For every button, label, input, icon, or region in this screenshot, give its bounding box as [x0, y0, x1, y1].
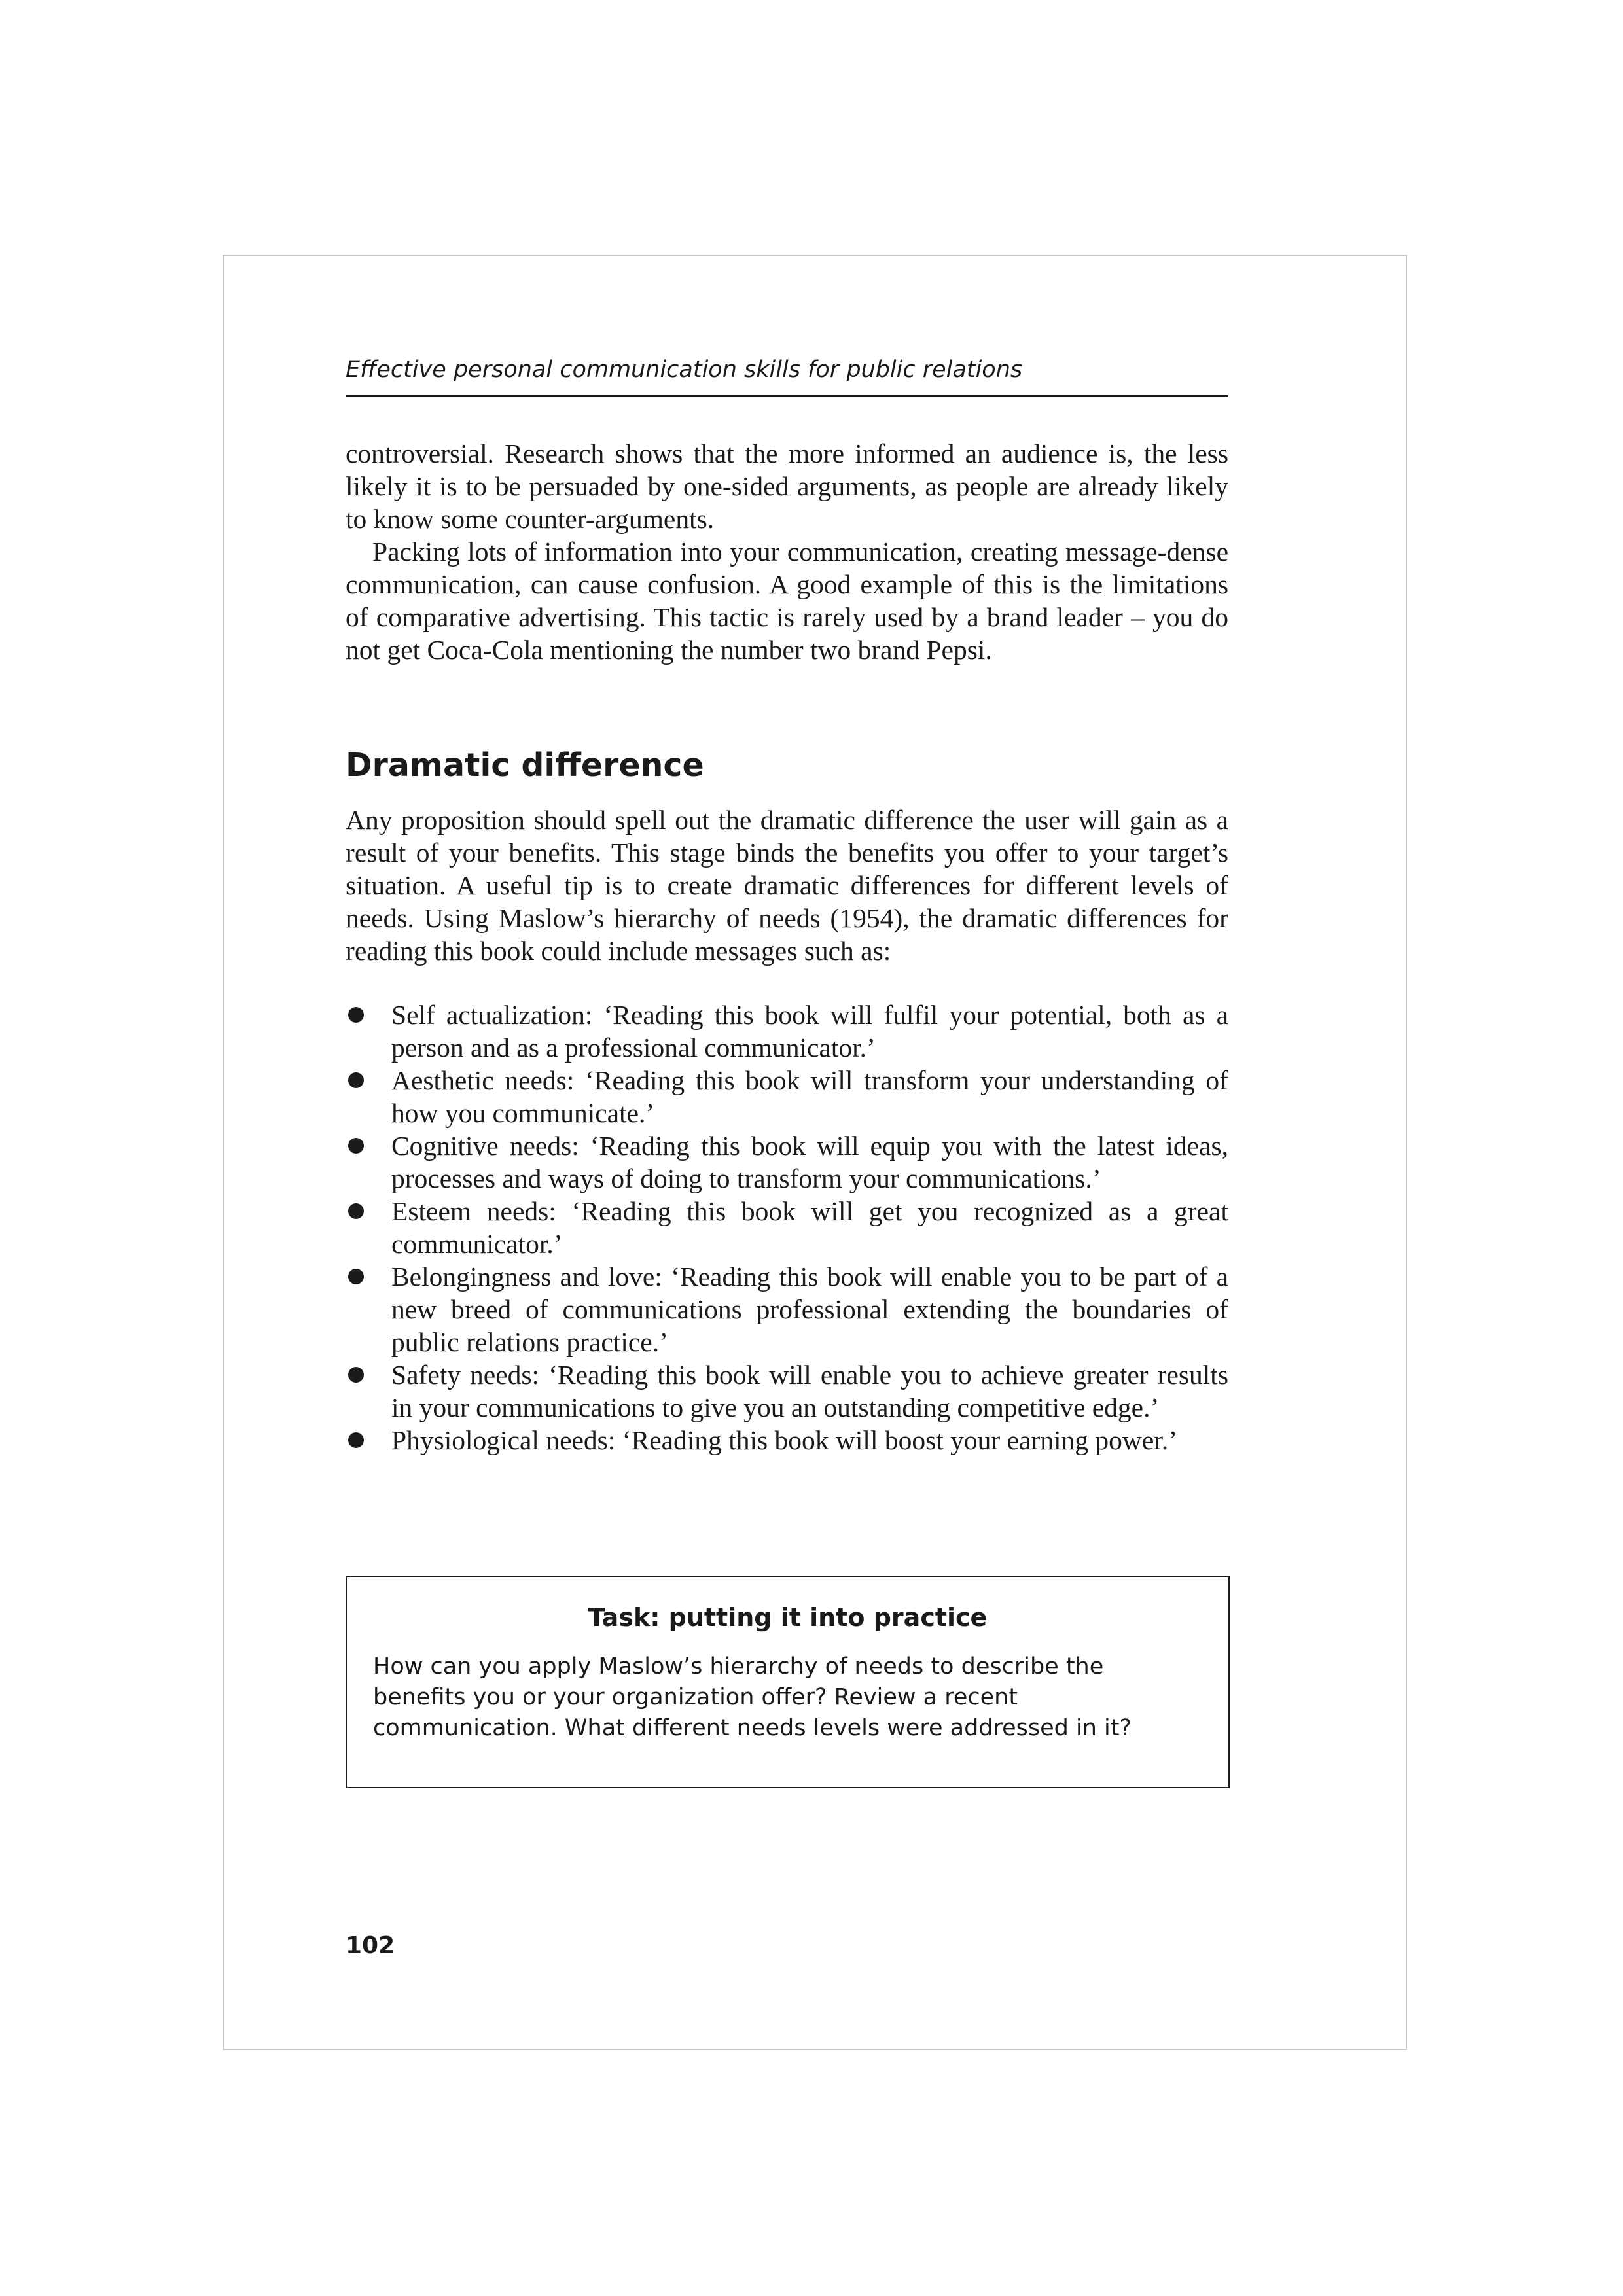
- list-item: [346, 1195, 1228, 1260]
- bullet-icon: [348, 1138, 364, 1154]
- section-intro-paragraph: Any proposition should spell out the dramatic difference the user will gain as a result of your benefits. This stage binds the benefits you offer to your target’s situation. A useful tip is to create dramatic differences for different levels of needs. Using Maslow’s hierarchy of needs (1954), the dramatic differences for reading this book could include messages such as:: [346, 805, 1228, 966]
- list-item: [346, 1129, 1228, 1195]
- list-item: [346, 1424, 1228, 1457]
- list-item-text: Physiological needs: ‘Reading this book will boost your earning power.’: [391, 1425, 1178, 1455]
- task-box: [346, 1576, 1230, 1788]
- section-heading: Dramatic difference: [346, 747, 704, 784]
- running-head: Effective personal communication skills for public relations: [346, 357, 1023, 383]
- page-number: 102: [346, 1932, 395, 1959]
- list-item: [346, 1358, 1228, 1424]
- list-item: [346, 998, 1228, 1064]
- needs-bullet-list: [346, 998, 1228, 1457]
- list-item-text: Esteem needs: ‘Reading this book will get you recognized as a great communicator.’: [391, 1196, 1228, 1259]
- task-body: How can you apply Maslow’s hierarchy of needs to describe the benefits you or your organization offer? Review a recent communication. What different needs levels were addressed in it?: [373, 1653, 1132, 1741]
- bullet-icon: [348, 1269, 364, 1284]
- bullet-icon: [348, 1203, 364, 1219]
- list-item-text: Aesthetic needs: ‘Reading this book will transform your understanding of how you communicate.’: [391, 1065, 1228, 1128]
- list-item-text: Belongingness and love: ‘Reading this book will enable you to be part of a new breed of communications professional extending the boundaries of public relations practice.’: [391, 1262, 1228, 1357]
- task-title: Task: putting it into practice: [588, 1603, 988, 1632]
- section-intro-block: [346, 804, 1228, 967]
- list-item-text: Self actualization: ‘Reading this book will fulfil your potential, both as a person and as a professional communicator.’: [391, 1000, 1228, 1063]
- bullet-icon: [348, 1367, 364, 1383]
- bullet-icon: [348, 1432, 364, 1448]
- paragraph-continued: controversial. Research shows that the more informed an audience is, the less likely it is to be persuaded by one-sided arguments, as people are already likely to know some counter-arguments.: [346, 438, 1228, 534]
- list-item: [346, 1064, 1228, 1129]
- list-item: [346, 1260, 1228, 1358]
- bullet-icon: [348, 1007, 364, 1023]
- paragraph-message-dense: Packing lots of information into your communication, creating message-dense communication, can cause confusion. A good example of this is the limitations of comparative advertising. This tactic is rarely used by a brand leader – you do not get Coca-Cola mentioning the number two brand Pepsi.: [346, 537, 1228, 665]
- list-item-text: Safety needs: ‘Reading this book will enable you to achieve greater results in your communications to give you an outstanding competitive edge.’: [391, 1360, 1228, 1422]
- running-head-rule: [346, 395, 1228, 397]
- opening-paragraphs: [346, 437, 1228, 666]
- bullet-icon: [348, 1072, 364, 1088]
- list-item-text: Cognitive needs: ‘Reading this book will equip you with the latest ideas, processes and ways of doing to transform your communications.’: [391, 1131, 1228, 1193]
